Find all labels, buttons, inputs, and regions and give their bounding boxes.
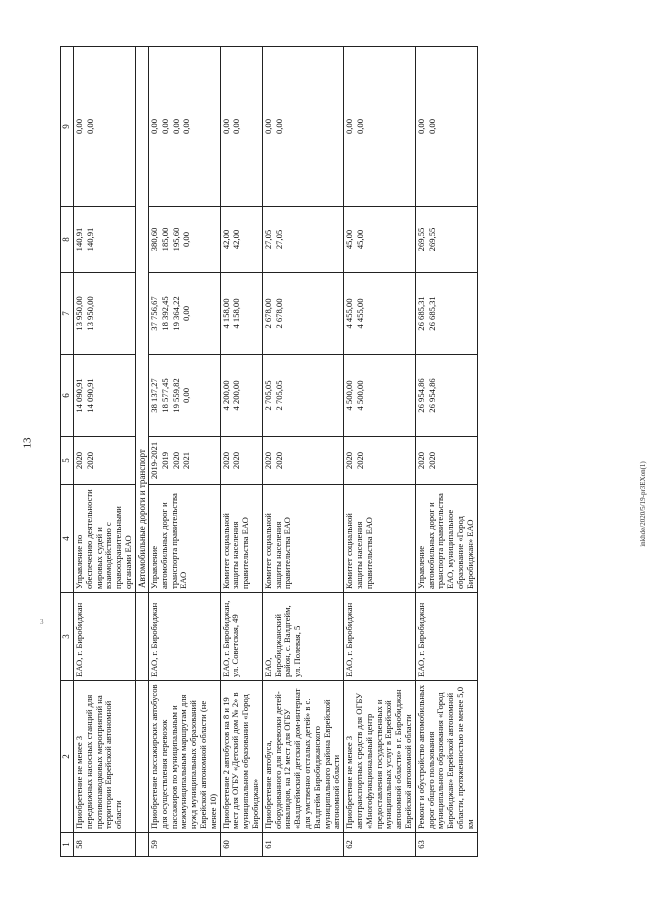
local-amount-value: 0,00 bbox=[159, 118, 170, 135]
header-cell: 3 bbox=[61, 593, 74, 681]
federal-amount-value: 13 950,00 bbox=[74, 296, 84, 331]
year-value: 2020 bbox=[273, 451, 284, 470]
total-amount-value: 2 705,05 bbox=[262, 380, 273, 411]
section-empty-cell bbox=[135, 593, 148, 681]
row-number: 62 bbox=[344, 833, 416, 857]
year-value: 2020 bbox=[220, 451, 231, 470]
object-location: ЕАО, Биробиджанский район, с. Валдгейм, ул. Полевая, 5 bbox=[262, 593, 343, 681]
year bbox=[220, 437, 262, 485]
total-amount bbox=[344, 355, 416, 437]
header-cell: 4 bbox=[61, 485, 74, 593]
year bbox=[74, 437, 136, 485]
scan-mark: 3 bbox=[40, 618, 44, 626]
page-number: 13 bbox=[21, 437, 34, 449]
object-location: ЕАО, г. Биробиджан bbox=[74, 593, 136, 681]
federal-amount-value: 37 756,67 bbox=[149, 296, 160, 331]
local-amount-value: 0,00 bbox=[354, 118, 365, 135]
executor: Комитет социальной защиты населения правительства ЕАО bbox=[220, 485, 262, 593]
local-amount-value: 0,00 bbox=[415, 118, 426, 135]
object-name: Приобретение не менее 3 автотранспортных средств для ОГБУ «Многофункциональный центр предоставления государственных и муниципальных услуг в Еврейской автономной области» в г. Биробиджан Еврейской автономной области bbox=[344, 681, 416, 833]
local-amount-value: 0,00 bbox=[149, 118, 160, 135]
row-number: 61 bbox=[262, 833, 343, 857]
regional-amount-value: 42,00 bbox=[231, 229, 242, 250]
total-amount-value: 14 090,91 bbox=[84, 378, 95, 413]
year-value: 2020 bbox=[354, 451, 365, 470]
document-page-rotated bbox=[60, 47, 580, 857]
total-amount-value: 18 577,45 bbox=[159, 378, 170, 413]
header-cell: 6 bbox=[61, 355, 74, 437]
federal-amount-value: 26 685,31 bbox=[415, 296, 426, 331]
local-amount-value: 0,00 bbox=[262, 118, 273, 135]
regional-amount bbox=[262, 207, 343, 273]
regional-amount bbox=[415, 207, 477, 273]
federal-amount-value: 19 364,22 bbox=[170, 296, 181, 331]
object-location: ЕАО, г. Биробиджан bbox=[415, 593, 477, 681]
object-location: ЕАО, г. Биробиджан bbox=[344, 593, 416, 681]
total-amount-value: 2 705,05 bbox=[273, 380, 284, 411]
regional-amount-value: 27,05 bbox=[273, 229, 284, 250]
federal-amount-value: 0,00 bbox=[181, 305, 192, 322]
local-amount-value: 0,00 bbox=[74, 118, 84, 135]
local-amount-value: 0,00 bbox=[84, 118, 95, 135]
header-cell: 5 bbox=[61, 437, 74, 485]
year-value: 2020 bbox=[262, 451, 273, 470]
executor: Комитет социальной защиты населения правительства ЕАО bbox=[344, 485, 416, 593]
table-row bbox=[262, 47, 343, 857]
object-location: ЕАО, г. Биробиджан, ул. Советская, 49 bbox=[220, 593, 262, 681]
federal-amount-value: 2 678,00 bbox=[262, 298, 273, 329]
federal-amount bbox=[220, 273, 262, 355]
local-amount bbox=[74, 47, 136, 207]
year bbox=[344, 437, 416, 485]
header-cell: 8 bbox=[61, 207, 74, 273]
year-value: 2020 bbox=[231, 451, 242, 470]
regional-amount-value: 269,55 bbox=[415, 227, 426, 252]
header-cell: 2 bbox=[61, 681, 74, 833]
executor: Управление автомобильных дорог и транспорта правительства ЕАО bbox=[149, 485, 221, 593]
year-value: 2020 bbox=[84, 451, 95, 470]
regional-amount-value: 27,05 bbox=[262, 229, 273, 250]
object-name: Приобретение не менее 3 передвижных насосных станций для противопаводковых мероприятий на территории Еврейской автономной области bbox=[74, 681, 136, 833]
year bbox=[415, 437, 477, 485]
header-cell: 1 bbox=[61, 833, 74, 857]
section-title: Автомобильные дороги и транспорт bbox=[135, 47, 148, 593]
header-cell: 9 bbox=[61, 47, 74, 207]
section-empty-cell bbox=[135, 833, 148, 857]
total-amount bbox=[149, 355, 221, 437]
local-amount bbox=[344, 47, 416, 207]
section-row bbox=[135, 47, 148, 857]
federal-amount bbox=[262, 273, 343, 355]
year-value: 2020 bbox=[426, 451, 437, 470]
table-row bbox=[415, 47, 477, 857]
total-amount-value: 4 200,00 bbox=[231, 380, 242, 411]
local-amount-value: 0,00 bbox=[344, 118, 355, 135]
year bbox=[262, 437, 343, 485]
regional-amount-value: 45,00 bbox=[354, 229, 365, 250]
local-amount bbox=[262, 47, 343, 207]
year-value: 2020 bbox=[344, 451, 355, 470]
year-value: 2020 bbox=[415, 451, 426, 470]
regional-amount-value: 140,91 bbox=[74, 227, 84, 252]
total-amount bbox=[262, 355, 343, 437]
total-amount bbox=[220, 355, 262, 437]
regional-amount bbox=[149, 207, 221, 273]
total-amount-value: 38 137,27 bbox=[149, 378, 160, 413]
regional-amount-value: 140,91 bbox=[84, 227, 95, 252]
object-name: Приобретение автобуса, оборудованного для перевозки детей-инвалидов, на 12 мест для ОГБУ «Валдгеймский детский дом-интернат для умственно отсталых детей» в с. Валдгейм Биробиджанского муниципального района Еврейской автономной области bbox=[262, 681, 343, 833]
row-number: 60 bbox=[220, 833, 262, 857]
year-value: 2019 bbox=[159, 451, 170, 470]
year-value: 2020 bbox=[74, 451, 84, 470]
regional-amount-value: 42,00 bbox=[220, 229, 231, 250]
regional-amount-value: 185,00 bbox=[159, 227, 170, 252]
header-cell: 7 bbox=[61, 273, 74, 355]
object-name: Ремонт и обустройство автомобильных дорог общего пользования муниципального образования «Город Биробиджан» Еврейской автономной области, протяженностью не менее 5,0 км bbox=[415, 681, 477, 833]
regional-amount bbox=[74, 207, 136, 273]
year-value: 2019-2021 bbox=[149, 441, 160, 480]
federal-amount-value: 26 685,31 bbox=[426, 296, 437, 331]
year-value: 2021 bbox=[181, 451, 192, 470]
local-amount-value: 0,00 bbox=[231, 118, 242, 135]
executor: Управление по обеспечению деятельности мировых судей и взаимодействию с правоохранительными органами ЕАО bbox=[74, 485, 136, 593]
local-amount-value: 0,00 bbox=[170, 118, 181, 135]
table-row bbox=[149, 47, 221, 857]
table-row bbox=[74, 47, 136, 857]
total-amount-value: 26 954,86 bbox=[426, 378, 437, 413]
regional-amount-value: 45,00 bbox=[344, 229, 355, 250]
total-amount-value: 26 954,86 bbox=[415, 378, 426, 413]
program-table bbox=[60, 46, 478, 857]
federal-amount-value: 4 455,00 bbox=[344, 298, 355, 329]
footer-file-code: inkhde/2020/5/19-pr3EXon(1) bbox=[638, 461, 647, 547]
total-amount-value: 14 090,91 bbox=[74, 378, 84, 413]
regional-amount-value: 380,60 bbox=[149, 227, 160, 252]
local-amount bbox=[220, 47, 262, 207]
local-amount-value: 0,00 bbox=[426, 118, 437, 135]
table-body bbox=[61, 47, 478, 857]
federal-amount bbox=[415, 273, 477, 355]
regional-amount bbox=[220, 207, 262, 273]
total-amount-value: 0,00 bbox=[181, 387, 192, 404]
federal-amount-value: 18 392,45 bbox=[159, 296, 170, 331]
regional-amount bbox=[344, 207, 416, 273]
federal-amount-value: 4 158,00 bbox=[220, 298, 231, 329]
total-amount-value: 4 200,00 bbox=[220, 380, 231, 411]
row-number: 59 bbox=[149, 833, 221, 857]
table-row bbox=[220, 47, 262, 857]
local-amount-value: 0,00 bbox=[220, 118, 231, 135]
local-amount bbox=[415, 47, 477, 207]
row-number: 58 bbox=[74, 833, 136, 857]
federal-amount-value: 4 455,00 bbox=[354, 298, 365, 329]
local-amount bbox=[149, 47, 221, 207]
federal-amount bbox=[344, 273, 416, 355]
local-amount-value: 0,00 bbox=[273, 118, 284, 135]
total-amount-value: 4 500,00 bbox=[344, 380, 355, 411]
object-name: Приобретение пассажирских автобусов для осуществления перевозок пассажиров по муниципальным и межмуниципальным маршрутам для нужд муниципальных образований Еврейской автономной области (не менее 10) bbox=[149, 681, 221, 833]
year bbox=[149, 437, 221, 485]
object-location: ЕАО, г. Биробиджан bbox=[149, 593, 221, 681]
section-empty-cell bbox=[135, 681, 148, 833]
federal-amount-value: 4 158,00 bbox=[231, 298, 242, 329]
total-amount-value: 4 500,00 bbox=[354, 380, 365, 411]
regional-amount-value: 269,55 bbox=[426, 227, 437, 252]
row-number: 63 bbox=[415, 833, 477, 857]
executor: Управление автомобильных дорог и транспорта правительства ЕАО, муниципальное образование «Город Биробиджан» ЕАО bbox=[415, 485, 477, 593]
federal-amount bbox=[149, 273, 221, 355]
regional-amount-value: 195,60 bbox=[170, 227, 181, 252]
federal-amount-value: 2 678,00 bbox=[273, 298, 284, 329]
federal-amount-value: 13 950,00 bbox=[84, 296, 95, 331]
total-amount bbox=[74, 355, 136, 437]
year-value: 2020 bbox=[170, 451, 181, 470]
table-row bbox=[344, 47, 416, 857]
total-amount bbox=[415, 355, 477, 437]
header-row bbox=[61, 47, 74, 857]
executor: Комитет социальной защиты населения правительства ЕАО bbox=[262, 485, 343, 593]
regional-amount-value: 0,00 bbox=[181, 231, 192, 248]
total-amount-value: 19 559,82 bbox=[170, 378, 181, 413]
federal-amount bbox=[74, 273, 136, 355]
local-amount-value: 0,00 bbox=[181, 118, 192, 135]
object-name: Приобретение 2 автобусов на 8 и 19 мест для ОГБУ «Детский дом № 2» в муниципальном образовании «Город Биробиджан» bbox=[220, 681, 262, 833]
